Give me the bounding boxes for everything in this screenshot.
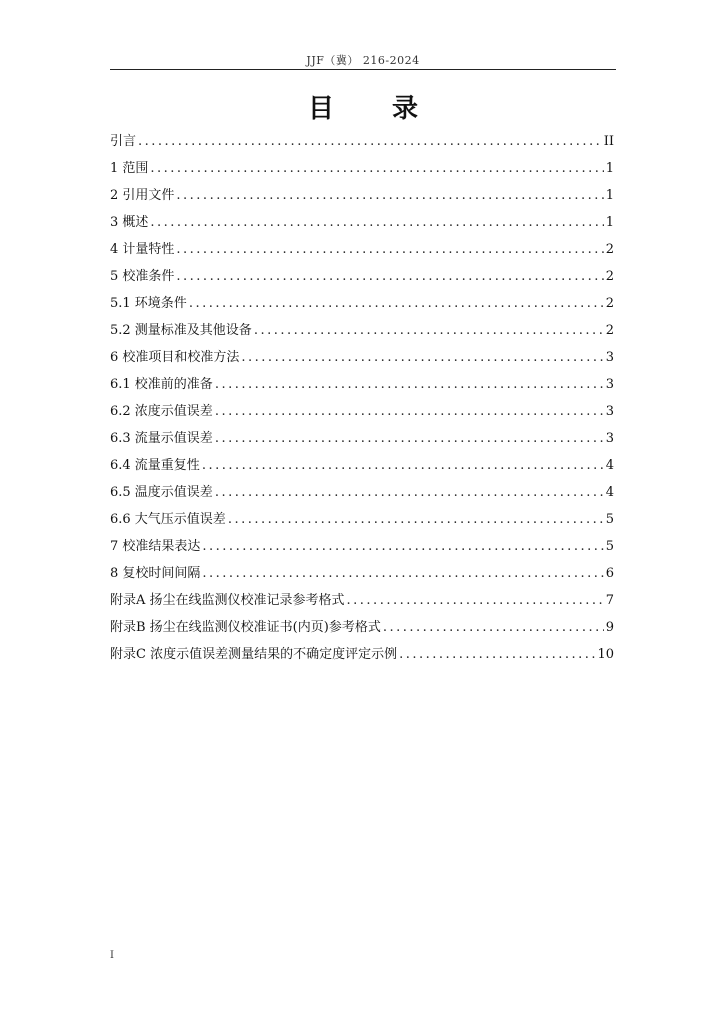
toc-page-number: 10 xyxy=(597,647,614,662)
toc-leader-dots xyxy=(202,560,603,587)
toc-label: 6.2 浓度示值误差 xyxy=(110,404,213,419)
toc-entry[interactable] xyxy=(110,425,614,452)
toc-leader-dots xyxy=(150,155,603,182)
toc-leader-dots xyxy=(241,344,603,371)
toc-page-number: 4 xyxy=(605,458,614,473)
toc-entry[interactable] xyxy=(110,398,614,425)
toc-page-number: 3 xyxy=(605,377,614,392)
toc-page-number: 1 xyxy=(605,188,614,203)
toc-page-number: 2 xyxy=(605,323,614,338)
toc-label: 6.6 大气压示值误差 xyxy=(110,512,226,527)
toc-label: 5 校准条件 xyxy=(110,269,175,284)
toc-leader-dots xyxy=(383,614,604,641)
toc-label: 附录C 浓度示值误差测量结果的不确定度评定示例 xyxy=(110,647,398,662)
toc-page-number: 2 xyxy=(605,242,614,257)
toc-entry[interactable] xyxy=(110,128,614,155)
toc-page-number: 5 xyxy=(605,512,614,527)
toc-entry[interactable] xyxy=(110,533,614,560)
toc-page-number: 3 xyxy=(605,350,614,365)
toc-page-number: 1 xyxy=(605,215,614,230)
toc-page-number: 4 xyxy=(605,485,614,500)
toc-leader-dots xyxy=(150,209,603,236)
footer-page-number: I xyxy=(110,950,114,961)
toc-label: 引言 xyxy=(110,134,137,149)
toc-leader-dots xyxy=(228,506,604,533)
toc-entry[interactable] xyxy=(110,209,614,236)
toc-label: 6.5 温度示值误差 xyxy=(110,485,213,500)
toc-label: 附录A 扬尘在线监测仪校准记录参考格式 xyxy=(110,593,345,608)
toc-label: 6.3 流量示值误差 xyxy=(110,431,213,446)
toc-page-number: 9 xyxy=(605,620,614,635)
toc-entry[interactable] xyxy=(110,182,614,209)
toc-leader-dots xyxy=(347,587,604,614)
toc-leader-dots xyxy=(215,425,604,452)
table-of-contents xyxy=(110,128,614,668)
toc-page-number: 2 xyxy=(605,269,614,284)
toc-leader-dots xyxy=(176,182,603,209)
toc-page-number: 1 xyxy=(605,161,614,176)
header-rule xyxy=(110,69,616,70)
toc-page-number: II xyxy=(603,134,614,149)
toc-entry[interactable] xyxy=(110,155,614,182)
toc-page-number: 6 xyxy=(605,566,614,581)
toc-entry[interactable] xyxy=(110,452,614,479)
toc-label: 2 引用文件 xyxy=(110,188,175,203)
toc-entry[interactable] xyxy=(110,263,614,290)
toc-label: 6 校准项目和校准方法 xyxy=(110,350,240,365)
toc-label: 1 范围 xyxy=(110,161,149,176)
toc-leader-dots xyxy=(202,533,603,560)
toc-leader-dots xyxy=(176,236,603,263)
toc-entry[interactable] xyxy=(110,317,614,344)
toc-page-number: 3 xyxy=(605,404,614,419)
toc-label: 7 校准结果表达 xyxy=(110,539,201,554)
toc-entry[interactable] xyxy=(110,587,614,614)
toc-leader-dots xyxy=(189,290,604,317)
toc-label: 6.4 流量重复性 xyxy=(110,458,200,473)
toc-leader-dots xyxy=(215,398,604,425)
toc-entry[interactable] xyxy=(110,560,614,587)
toc-leader-dots xyxy=(176,263,603,290)
toc-leader-dots xyxy=(215,371,604,398)
toc-page-number: 7 xyxy=(605,593,614,608)
toc-entry[interactable] xyxy=(110,371,614,398)
page-title: 目录 xyxy=(307,94,476,124)
toc-label: 附录B 扬尘在线监测仪校准证书(内页)参考格式 xyxy=(110,620,381,635)
toc-entry[interactable] xyxy=(110,344,614,371)
toc-page-number: 2 xyxy=(605,296,614,311)
toc-leader-dots xyxy=(215,479,604,506)
toc-label: 4 计量特性 xyxy=(110,242,175,257)
toc-entry[interactable] xyxy=(110,506,614,533)
toc-entry[interactable] xyxy=(110,479,614,506)
toc-page-number: 3 xyxy=(605,431,614,446)
toc-entry[interactable] xyxy=(110,641,614,668)
document-number-header: JJF（冀） 216-2024 xyxy=(306,54,420,67)
toc-entry[interactable] xyxy=(110,236,614,263)
toc-label: 5.2 测量标准及其他设备 xyxy=(110,323,252,338)
toc-entry[interactable] xyxy=(110,290,614,317)
toc-leader-dots xyxy=(399,641,595,668)
toc-label: 8 复校时间间隔 xyxy=(110,566,201,581)
toc-leader-dots xyxy=(254,317,604,344)
toc-label: 5.1 环境条件 xyxy=(110,296,187,311)
toc-label: 6.1 校准前的准备 xyxy=(110,377,213,392)
toc-leader-dots xyxy=(202,452,604,479)
toc-leader-dots xyxy=(138,128,602,155)
toc-page-number: 5 xyxy=(605,539,614,554)
toc-label: 3 概述 xyxy=(110,215,149,230)
toc-entry[interactable] xyxy=(110,614,614,641)
